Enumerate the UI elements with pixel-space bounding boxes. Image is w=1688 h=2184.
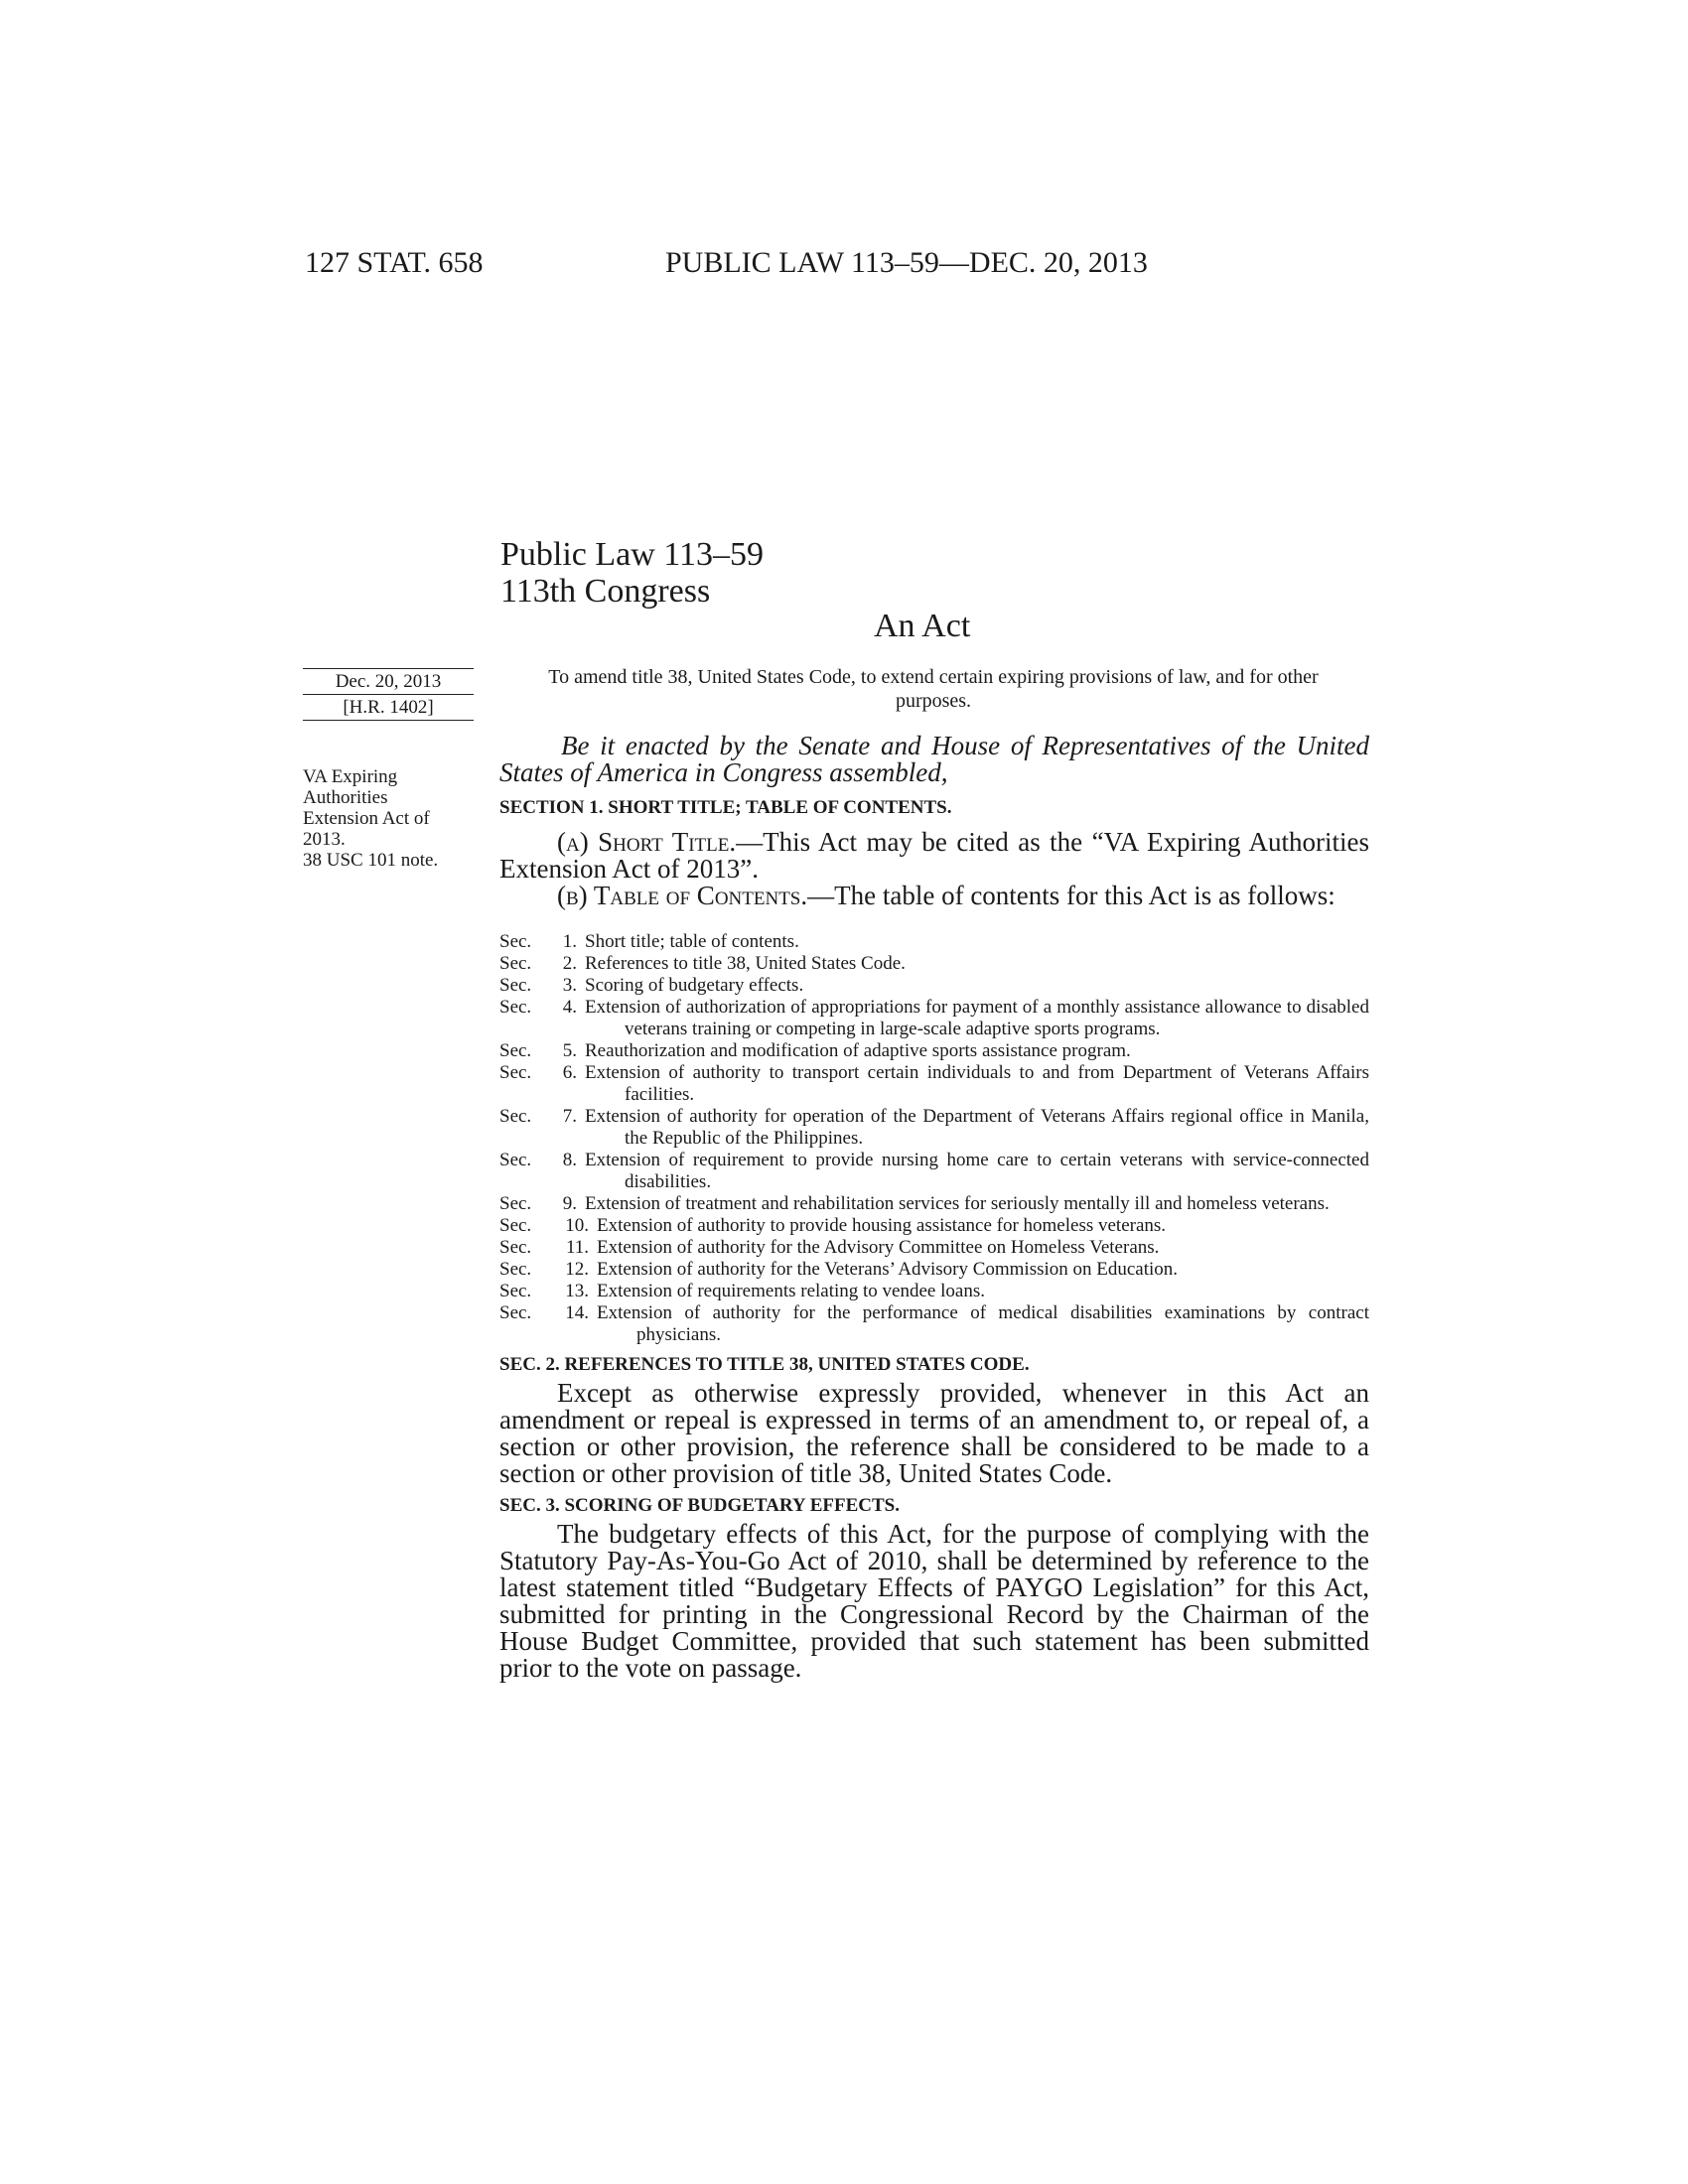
law-date-header: PUBLIC LAW 113–59—DEC. 20, 2013 xyxy=(665,246,1148,279)
section-3-text: The budgetary effects of this Act, for the purpose of complying with the Statutory Pay-As-You-Go Act of 2010, shall be determined by reference to the latest statement titled “Budgetary Effects of PAYGO Legislation” for this Act, submitted for printing in the Congressional Record by the Chairman of the House Budget Committee, provided that such statement has been submitted prior to the vote on passage. xyxy=(499,1519,1369,1683)
section-2-heading: SEC. 2. REFERENCES TO TITLE 38, UNITED STATES CODE. xyxy=(499,1354,1030,1375)
toc-entry xyxy=(499,1062,1369,1106)
section-1a xyxy=(499,829,1369,883)
toc-entry xyxy=(499,1259,1369,1281)
main-text xyxy=(499,733,1369,1682)
margin-rule-middle xyxy=(303,694,474,695)
section-1-heading: SECTION 1. SHORT TITLE; TABLE OF CONTENTS. xyxy=(499,797,952,818)
toc-sec-title: Scoring of budgetary effects. xyxy=(585,975,804,996)
toc-sec-label: Sec. xyxy=(499,1281,532,1301)
margin-date: Dec. 20, 2013 xyxy=(335,671,442,692)
margin-rule-bottom xyxy=(303,720,474,721)
toc-sec-number: 13. xyxy=(565,1281,589,1301)
toc-entry xyxy=(499,931,1369,953)
toc-sec-label: Sec. xyxy=(499,975,532,996)
purpose-statement: To amend title 38, United States Code, to extend certain expiring provisions of law, and for other purposes. xyxy=(548,666,1319,712)
stat-page-number: 127 STAT. 658 xyxy=(305,246,484,279)
toc-sec-label: Sec. xyxy=(499,1150,532,1170)
law-title-block xyxy=(500,536,764,610)
margin-rule-top xyxy=(303,668,474,669)
toc-sec-label: Sec. xyxy=(499,1302,532,1323)
toc-sec-number: 1. xyxy=(562,931,577,952)
congress-number: 113th Congress xyxy=(500,573,711,610)
toc-sec-number: 6. xyxy=(562,1062,577,1083)
toc-sec-label: Sec. xyxy=(499,997,532,1018)
section-1a-label: (a) Short Title. xyxy=(557,827,737,857)
toc-entry xyxy=(499,953,1369,975)
section-1b xyxy=(499,883,1369,909)
toc-sec-label: Sec. xyxy=(499,1237,532,1258)
margin-date-block xyxy=(303,667,474,722)
toc-sec-number: 12. xyxy=(565,1259,589,1280)
toc-sec-label: Sec. xyxy=(499,1193,532,1214)
toc-entry xyxy=(499,1281,1369,1302)
toc-sec-title: Extension of authority for the Veterans’ Advisory Commission on Education. xyxy=(597,1259,1179,1280)
toc-sec-number: 9. xyxy=(562,1193,577,1214)
toc-sec-title: Extension of requirement to provide nursing home care to certain veterans with service-connected disabilities. xyxy=(585,1150,1369,1192)
toc-sec-title: Extension of authorization of appropriations for payment of a monthly assistance allowance to disabled veterans training or competing in large-scale adaptive sports programs. xyxy=(585,997,1369,1039)
toc-sec-label: Sec. xyxy=(499,1040,532,1061)
toc-sec-number: 5. xyxy=(562,1040,577,1061)
toc-sec-number: 8. xyxy=(562,1150,577,1170)
toc-sec-number: 10. xyxy=(565,1215,589,1236)
toc-entry xyxy=(499,1302,1369,1346)
enacting-clause-text: Be it enacted by the Senate and House of Representatives of the United States of America in Congress assembled, xyxy=(499,731,1369,787)
margin-short-title-line: Authorities xyxy=(303,787,388,808)
toc-sec-number: 3. xyxy=(562,975,577,996)
section-1b-label: (b) Table of Contents. xyxy=(557,881,808,910)
toc-sec-number: 11. xyxy=(565,1237,589,1258)
toc-sec-title: Reauthorization and modification of adaptive sports assistance program. xyxy=(585,1040,1131,1061)
toc-sec-number: 4. xyxy=(562,997,577,1018)
toc-entry xyxy=(499,997,1369,1040)
toc-entry xyxy=(499,1193,1369,1215)
toc-sec-number: 7. xyxy=(562,1106,577,1127)
toc-sec-title: Extension of authority to transport certain individuals to and from Department of Veterans Affairs facilities. xyxy=(585,1062,1369,1105)
toc-sec-title: Extension of treatment and rehabilitation services for seriously mentally ill and homeless veterans. xyxy=(585,1193,1330,1214)
toc-sec-title: Extension of requirements relating to vendee loans. xyxy=(597,1281,985,1301)
toc-sec-title: References to title 38, United States Code. xyxy=(585,953,906,974)
section-2-text: Except as otherwise expressly provided, whenever in this Act an amendment or repeal is expressed in terms of an amendment to, or repeal of, a section or other provision, the reference shall be considered to be made to a section or other provision of title 38, United States Code. xyxy=(499,1378,1369,1488)
toc-sec-title: Extension of authority for the performance of medical disabilities examinations by contract physicians. xyxy=(597,1302,1369,1345)
toc-entry xyxy=(499,1150,1369,1193)
toc-sec-title: Extension of authority to provide housing assistance for homeless veterans. xyxy=(597,1215,1167,1236)
public-law-number: Public Law 113–59 xyxy=(500,536,765,573)
section-3-heading: SEC. 3. SCORING OF BUDGETARY EFFECTS. xyxy=(499,1495,900,1516)
toc-entry xyxy=(499,1237,1369,1259)
running-head xyxy=(0,246,1688,286)
margin-short-title-line: 2013. xyxy=(303,829,346,850)
table-of-contents xyxy=(499,931,1369,1346)
margin-short-title xyxy=(303,766,482,871)
toc-sec-label: Sec. xyxy=(499,1215,532,1236)
toc-entry xyxy=(499,975,1369,997)
toc-entry xyxy=(499,1040,1369,1062)
toc-sec-label: Sec. xyxy=(499,931,532,952)
section-1b-text: —The table of contents for this Act is as follows: xyxy=(807,881,1336,910)
toc-sec-label: Sec. xyxy=(499,1106,532,1127)
toc-sec-label: Sec. xyxy=(499,953,532,974)
toc-sec-label: Sec. xyxy=(499,1259,532,1280)
section-1a-text: —This Act may be cited as the “VA Expiring Authorities Extension Act of 2013”. xyxy=(499,827,1369,884)
toc-sec-title: Extension of authority for operation of the Department of Veterans Affairs regional office in Manila, the Republic of the Philippines. xyxy=(585,1106,1369,1149)
margin-bill-number: [H.R. 1402] xyxy=(343,697,434,718)
margin-short-title-line: VA Expiring xyxy=(303,766,398,787)
toc-sec-title: Extension of authority for the Advisory Committee on Homeless Veterans. xyxy=(597,1237,1160,1258)
an-act-heading: An Act xyxy=(874,608,971,644)
toc-sec-label: Sec. xyxy=(499,1062,532,1083)
toc-sec-number: 2. xyxy=(562,953,577,974)
toc-sec-title: Short title; table of contents. xyxy=(585,931,799,952)
toc-entry xyxy=(499,1106,1369,1150)
margin-short-title-line: Extension Act of xyxy=(303,808,430,829)
enacting-clause xyxy=(499,733,1369,786)
toc-entry xyxy=(499,1215,1369,1237)
toc-sec-number: 14. xyxy=(565,1302,589,1323)
margin-usc-note: 38 USC 101 note. xyxy=(303,850,439,871)
